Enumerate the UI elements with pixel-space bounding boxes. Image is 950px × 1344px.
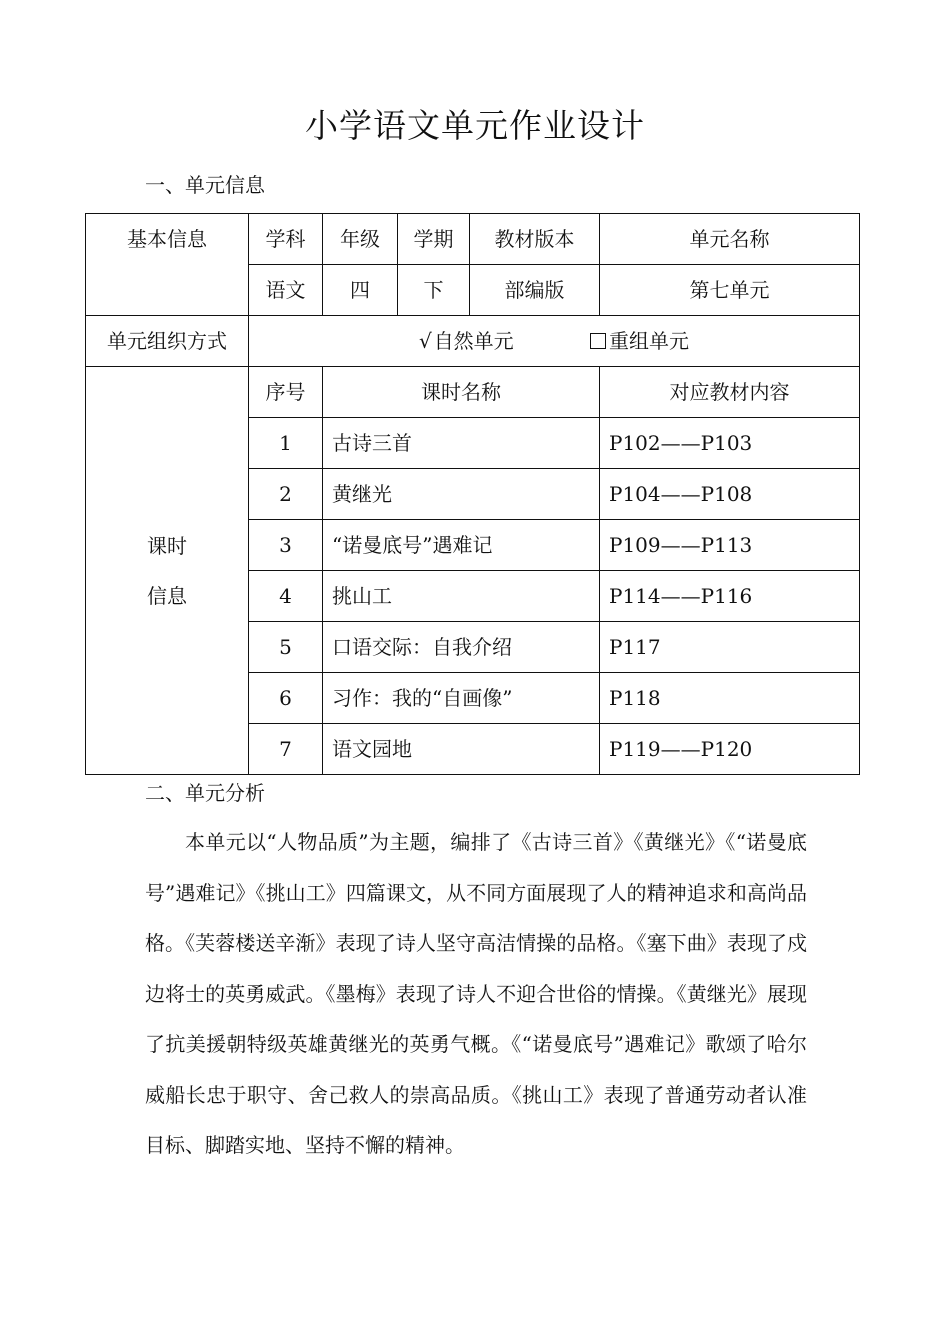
lesson-number: 2 [249,469,323,520]
value-textbook-version: 部编版 [470,265,600,316]
lesson-number: 1 [249,418,323,469]
lesson-info-label-line1: 课时 [147,533,187,558]
lesson-name: 古诗三首 [323,418,600,469]
lesson-header-number: 序号 [249,367,323,418]
value-subject: 语文 [249,265,323,316]
option-regrouped-unit [590,328,689,354]
lesson-number: 3 [249,520,323,571]
lesson-name: “诺曼底号”遇难记 [323,520,600,571]
section-heading-unit-info: 一、单元信息 [145,173,265,197]
table-row [86,214,860,265]
lesson-name: 习作：我的“自画像” [323,673,600,724]
checkmark-icon: √ [418,329,432,353]
lesson-pages: P109——P113 [600,520,860,571]
lesson-pages: P102——P103 [600,418,860,469]
lesson-info-label-line2: 信息 [147,583,187,608]
table-row [86,367,860,418]
lesson-number: 5 [249,622,323,673]
lesson-number: 7 [249,724,323,775]
section-heading-unit-analysis: 二、单元分析 [145,781,265,805]
lesson-name: 语文园地 [323,724,600,775]
value-term: 下 [398,265,470,316]
table-row [86,316,860,367]
lesson-number: 4 [249,571,323,622]
header-textbook-version: 教材版本 [470,214,600,265]
lesson-name: 黄继光 [323,469,600,520]
unit-analysis-paragraph: 本单元以“人物品质”为主题，编排了《古诗三首》《黄继光》《“诺曼底号”遇难记》《挑山工》四篇课文，从不同方面展现了人的精神追求和高尚品格。《芙蓉楼送辛渐》表现了诗人坚守高洁情操的品格。《塞下曲》表现了戍边将士的英勇威武。《墨梅》表现了诗人不迎合世俗的情操。《黄继光》展现了抗美援朝特级英雄黄继光的英勇气概。《“诺曼底号”遇难记》歌颂了哈尔威船长忠于职守、舍己救人的崇高品质。《挑山工》表现了普通劳动者认准目标、脚踏实地、坚持不懈的精神。 [145,830,807,1157]
page-title: 小学语文单元作业设计 [305,106,645,145]
empty-checkbox-icon [590,333,606,349]
option-natural-unit-label: 自然单元 [433,329,514,353]
option-regrouped-unit-label: 重组单元 [609,329,690,353]
value-grade: 四 [323,265,398,316]
org-method-options [249,316,860,367]
header-subject: 学科 [249,214,323,265]
option-natural-unit [419,328,514,354]
lesson-info-label [86,367,249,775]
header-unit-name: 单元名称 [600,214,860,265]
lesson-header-name: 课时名称 [323,367,600,418]
lesson-pages: P118 [600,673,860,724]
lesson-pages: P119——P120 [600,724,860,775]
lesson-number: 6 [249,673,323,724]
header-grade: 年级 [323,214,398,265]
lesson-header-pages: 对应教材内容 [600,367,860,418]
lesson-name: 口语交际：自我介绍 [323,622,600,673]
org-method-label: 单元组织方式 [86,316,249,367]
lesson-pages: P117 [600,622,860,673]
value-unit-name: 第七单元 [600,265,860,316]
lesson-name: 挑山工 [323,571,600,622]
lesson-pages: P114——P116 [600,571,860,622]
header-term: 学期 [398,214,470,265]
unit-info-table [85,213,860,775]
basic-info-label: 基本信息 [86,214,249,316]
lesson-pages: P104——P108 [600,469,860,520]
